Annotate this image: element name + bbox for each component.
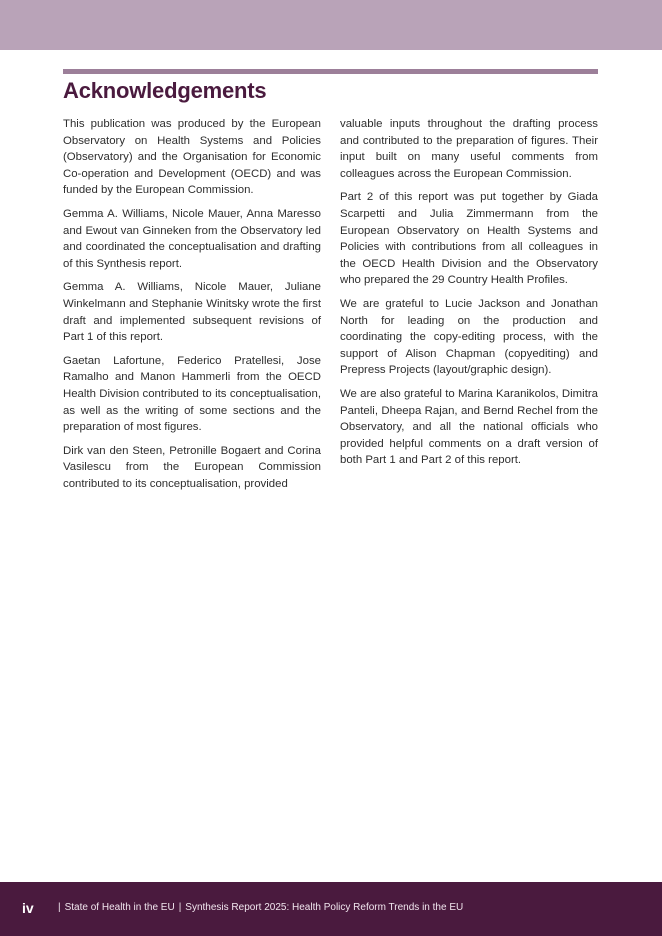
page-title: Acknowledgements [63,78,267,103]
paragraph: We are grateful to Lucie Jackson and Jonathan North for leading on the production and coordinating the copy-editing process, with the support of Alison Chapman (copyediting) and Prepress Projects (layout/graphic design). [340,297,598,377]
title-rule [63,69,598,74]
left-column [63,116,321,499]
footer-report-title: Synthesis Report 2025: Health Policy Reform Trends in the EU [185,902,464,913]
paragraph: valuable inputs throughout the drafting process and contributed to the preparation of figures. Their input built on many useful comments from colleagues across the European Commission. [340,118,598,180]
paragraph: This publication was produced by the European Observatory on Health Systems and Policies (Observatory) and the Organisation for Economic Co-operation and Development (OECD) and was funded by the European Commission. [63,118,321,197]
paragraph: Gemma A. Williams, Nicole Mauer, Anna Maresso and Ewout van Ginneken from the Observatory led and coordinated the conceptualisation and drafting of this Synthesis report. [63,207,321,270]
paragraph: Dirk van den Steen, Petronille Bogaert and Corina Vasilescu from the European Commission contributed to its conceptualisation, provided [63,444,321,490]
paragraph: Part 2 of this report was put together by Giada Scarpetti and Julia Zimmermann from the European Observatory on Health Systems and Policies with contributions from all colleagues in the OECD Health Division and the Observatory who prepared the 29 Country Health Profiles. [340,191,598,287]
paragraph: We are also grateful to Marina Karanikolos, Dimitra Panteli, Dheepa Rajan, and Bernd Rechel from the Observatory, and all the national officials who provided helpful comments on a draft version of both Part 1 and Part 2 of this report. [340,387,598,467]
footer-separator: | [178,902,182,913]
footer-separator: | [58,902,61,913]
footer-running-title [54,902,463,913]
right-column [340,116,598,476]
footer-bar [0,882,662,936]
page-number: iv [22,900,34,916]
header-band [0,0,662,50]
paragraph: Gaetan Lafortune, Federico Pratellesi, Jose Ramalho and Manon Hammerli from the OECD Health Division contributed to its conceptualisation, as well as the writing of some sections and the preparation of most figures. [63,354,321,434]
paragraph: Gemma A. Williams, Nicole Mauer, Juliane Winkelmann and Stephanie Winitsky wrote the first draft and implemented subsequent revisions of Part 1 of this report. [63,281,321,344]
footer-series: State of Health in the EU [64,902,175,913]
